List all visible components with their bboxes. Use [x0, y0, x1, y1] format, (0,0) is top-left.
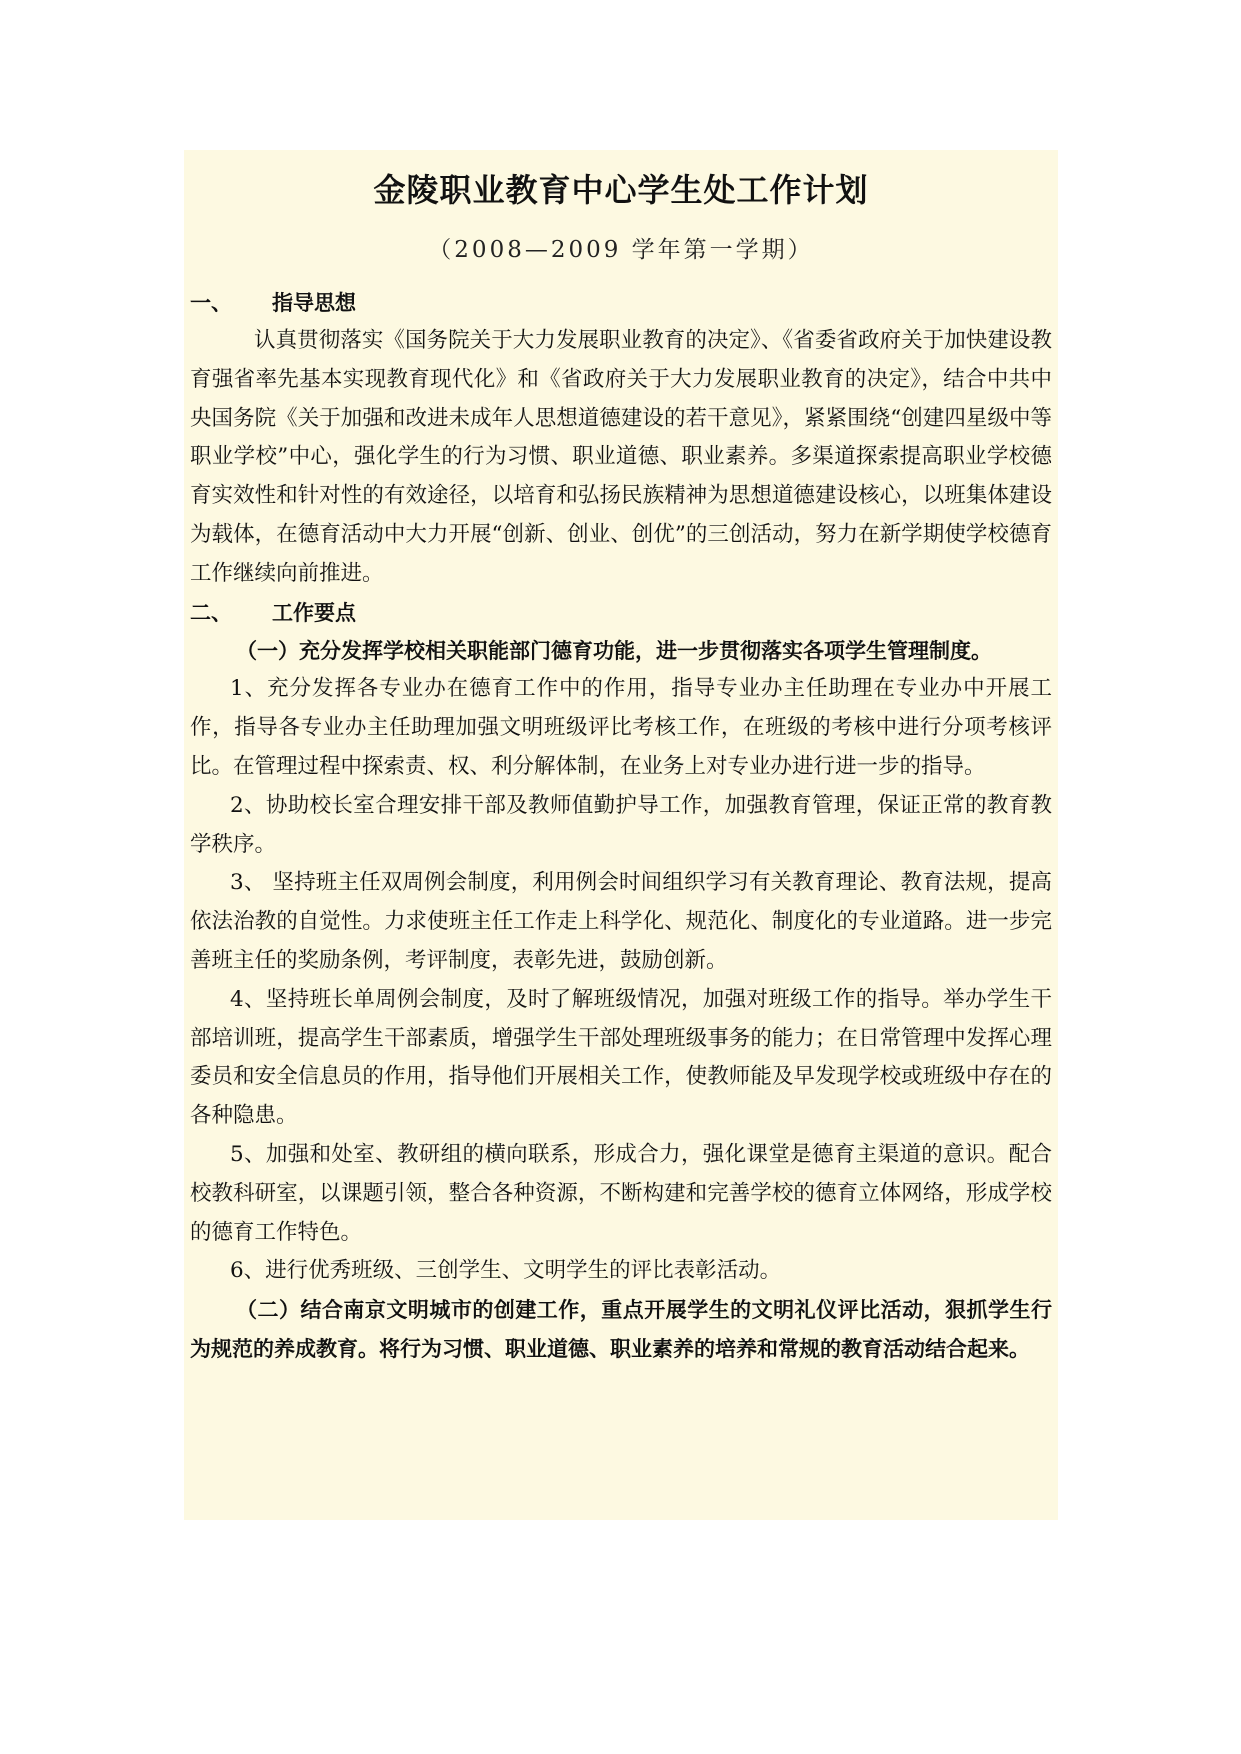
section-heading-work-points: [190, 594, 1052, 632]
document-subtitle: （2008—2009 学年第一学期）: [428, 237, 814, 263]
work-item-1: 1、充分发挥各专业办在德育工作中的作用，指导专业办主任助理在专业办中开展工作，指导各专业办主任助理加强文明班级评比考核工作，在班级的考核中进行分项考核评比。在管理过程中探索责、权、利分解体制，在业务上对专业办进行进一步的指导。: [190, 676, 1052, 779]
subsection-heading-1: （一）充分发挥学校相关职能部门德育功能，进一步贯彻落实各项学生管理制度。: [236, 638, 992, 663]
section-title: 指导思想: [272, 291, 356, 315]
work-item-6: 6、进行优秀班级、三创学生、文明学生的评比表彰活动。: [230, 1258, 782, 1284]
section-number: 一、: [190, 291, 232, 315]
section-heading-guiding-principle: [190, 284, 1052, 322]
document-body: [184, 150, 1058, 1520]
subsection-heading-2: （二）结合南京文明城市的创建工作，重点开展学生的文明礼仪评比活动，狠抓学生行为规范的养成教育。将行为习惯、职业道德、职业素养的培养和常规的教育活动结合起来。: [190, 1298, 1052, 1361]
section-title: 工作要点: [272, 600, 356, 625]
work-item-5: 5、加强和处室、教研组的横向联系，形成合力，强化课堂是德育主渠道的意识。配合校教科研室，以课题引领，整合各种资源，不断构建和完善学校的德育立体网络，形成学校的德育工作特色。: [190, 1141, 1052, 1245]
work-item-2: 2、协助校长室合理安排干部及教师值勤护导工作，加强教育管理，保证正常的教育教学秩序。: [190, 792, 1052, 857]
section-number: 二、: [190, 600, 232, 625]
work-item-3: 3、 坚持班主任双周例会制度，利用例会时间组织学习有关教育理论、教育法规，提高依法治教的自觉性。力求使班主任工作走上科学化、规范化、制度化的专业道路。进一步完善班主任的奖励条例，考评制度，表彰先进，鼓励创新。: [190, 870, 1052, 973]
guiding-principle-paragraph: 认真贯彻落实《国务院关于大力发展职业教育的决定》、《省委省政府关于加快建设教育强省率先基本实现教育现代化》和《省政府关于大力发展职业教育的决定》，结合中共中央国务院《关于加强和改进未成年人思想道德建设的若干意见》，紧紧围绕“创建四星级中等职业学校”中心，强化学生的行为习惯、职业道德、职业素养。多渠道探索提高职业学校德育实效性和针对性的有效途径，以培育和弘扬民族精神为思想道德建设核心，以班集体建设为载体，在德育活动中大力开展“创新、创业、创优”的三创活动，努力在新学期使学校德育工作继续向前推进。: [190, 328, 1052, 586]
document-title: 金陵职业教育中心学生处工作计划: [373, 171, 869, 209]
work-item-4: 4、坚持班长单周例会制度，及时了解班级情况，加强对班级工作的指导。举办学生干部培训班，提高学生干部素质，增强学生干部处理班级事务的能力；在日常管理中发挥心理委员和安全信息员的作用，指导他们开展相关工作，使教师能及早发现学校或班级中存在的各种隐患。: [190, 986, 1052, 1129]
